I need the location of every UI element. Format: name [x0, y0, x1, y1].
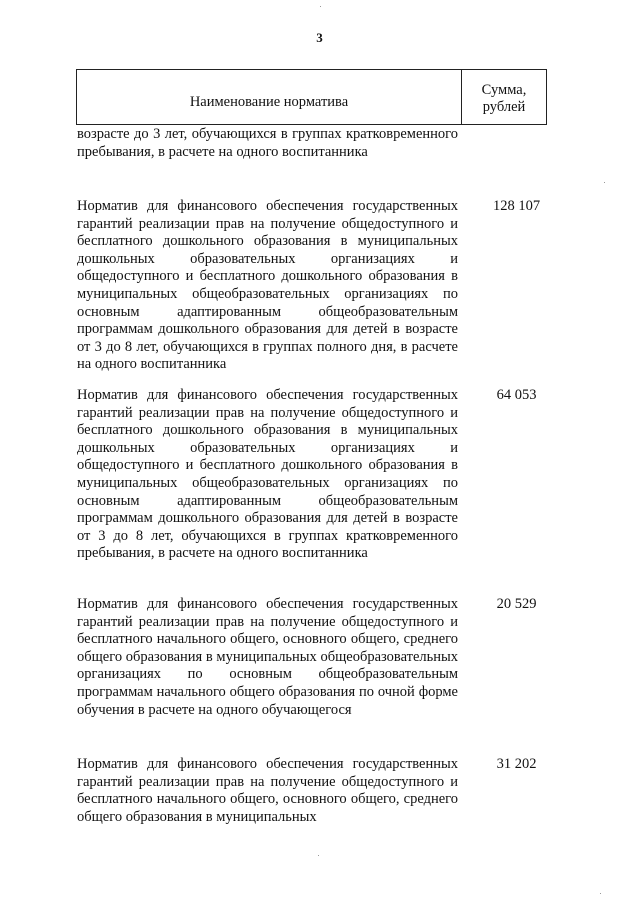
column-header-sum [462, 70, 546, 124]
norm-text: Норматив для финансового обеспечения государственных гарантий реализации прав на получение общедоступного и бесплатного начального общего, основного общего, среднего общего образования в муниципальных [77, 756, 458, 825]
norm-sum: 20 529 [496, 596, 537, 612]
column-header-sum-line2: рублей [482, 99, 526, 115]
table-row [77, 387, 547, 563]
scan-speck [604, 182, 605, 183]
table-row [77, 596, 547, 719]
page-number: 3 [316, 30, 323, 45]
column-header-sum-line1: Сумма, [481, 82, 527, 98]
norm-text: Норматив для финансового обеспечения государственных гарантий реализации прав на получение общедоступного и бесплатного дошкольного образования в муниципальных дошкольных образовательных организациях и общедоступного и бесплатного дошкольного образования в муниципальных общеобразовательных организациях по основным адаптированным общеобразовательным программам дошкольного образования для детей в возрасте от 3 до 8 лет, обучающихся в группах полного дня, в расчете на одного воспитанника [77, 198, 458, 373]
table-row [77, 756, 547, 826]
column-header-name: Наименование норматива [77, 70, 462, 124]
scan-speck [318, 855, 319, 856]
norm-sum: 64 053 [496, 387, 537, 403]
norm-sum: 128 107 [492, 198, 541, 214]
norm-sum: 31 202 [496, 756, 537, 772]
scan-speck [600, 893, 601, 894]
scan-speck [320, 6, 321, 7]
table-row [77, 198, 547, 374]
norm-text: Норматив для финансового обеспечения государственных гарантий реализации прав на получение общедоступного и бесплатного начального общего, основного общего, среднего общего образования в муниципальных общеобразовательных организациях по основным общеобразовательным программам начального общего образования по очной форме обучения в расчете на одного обучающегося [77, 596, 458, 718]
table-header [76, 69, 547, 125]
table-row [77, 126, 547, 161]
norm-text: возрасте до 3 лет, обучающихся в группах кратковременного пребывания, в расчете на одного воспитанника [77, 126, 458, 160]
norm-text: Норматив для финансового обеспечения государственных гарантий реализации прав на получение общедоступного и бесплатного дошкольного образования в муниципальных дошкольных образовательных организациях и общедоступного и бесплатного дошкольного образования в муниципальных общеобразовательных организациях по основным адаптированным общеобразовательным программам дошкольного образования для детей в возрасте от 3 до 8 лет, обучающихся в группах кратковременного пребывания, в расчете на одного воспитанника [77, 387, 458, 562]
